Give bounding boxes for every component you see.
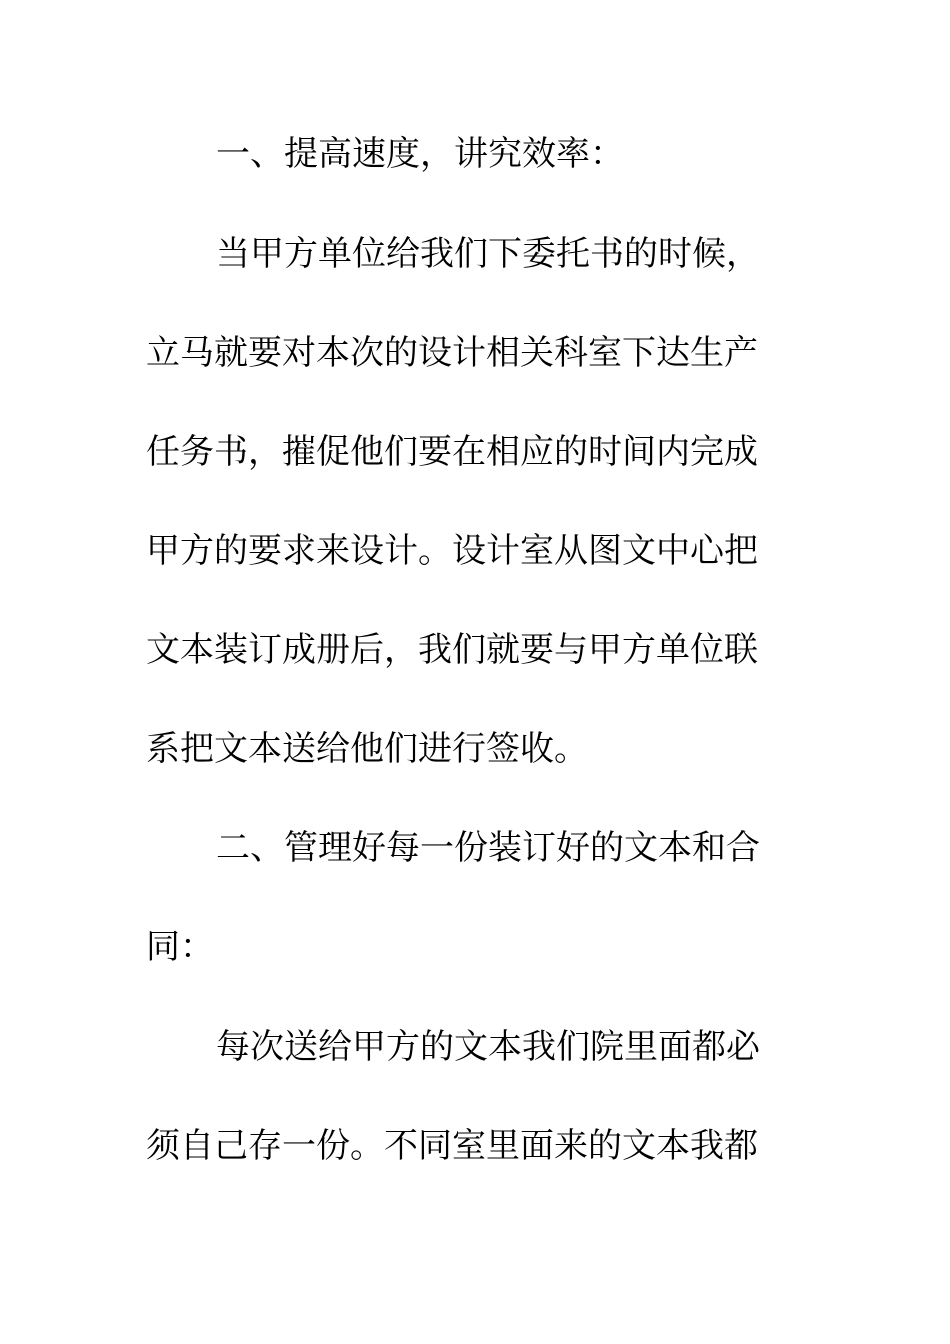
paragraph-line: 文本装订成册后，我们就要与甲方单位联 xyxy=(146,630,758,670)
paragraph-line: 任务书，摧促他们要在相应的时间内完成 xyxy=(146,432,758,472)
heading-speed-efficiency: 一、提高速度，讲究效率： xyxy=(216,134,624,174)
paragraph-line: 立马就要对本次的设计相关科室下达生产 xyxy=(146,333,758,373)
heading-continuation: 同： xyxy=(146,927,214,967)
paragraph-line: 甲方的要求来设计。设计室从图文中心把 xyxy=(146,531,758,571)
heading-manage-documents: 二、管理好每一份装订好的文本和合 xyxy=(216,828,760,868)
paragraph-line: 当甲方单位给我们下委托书的时候， xyxy=(216,234,760,274)
paragraph-line: 须自己存一份。不同室里面来的文本我都 xyxy=(146,1126,758,1166)
paragraph-line: 每次送给甲方的文本我们院里面都必 xyxy=(216,1027,760,1067)
paragraph-line: 系把文本送给他们进行签收。 xyxy=(146,729,588,769)
